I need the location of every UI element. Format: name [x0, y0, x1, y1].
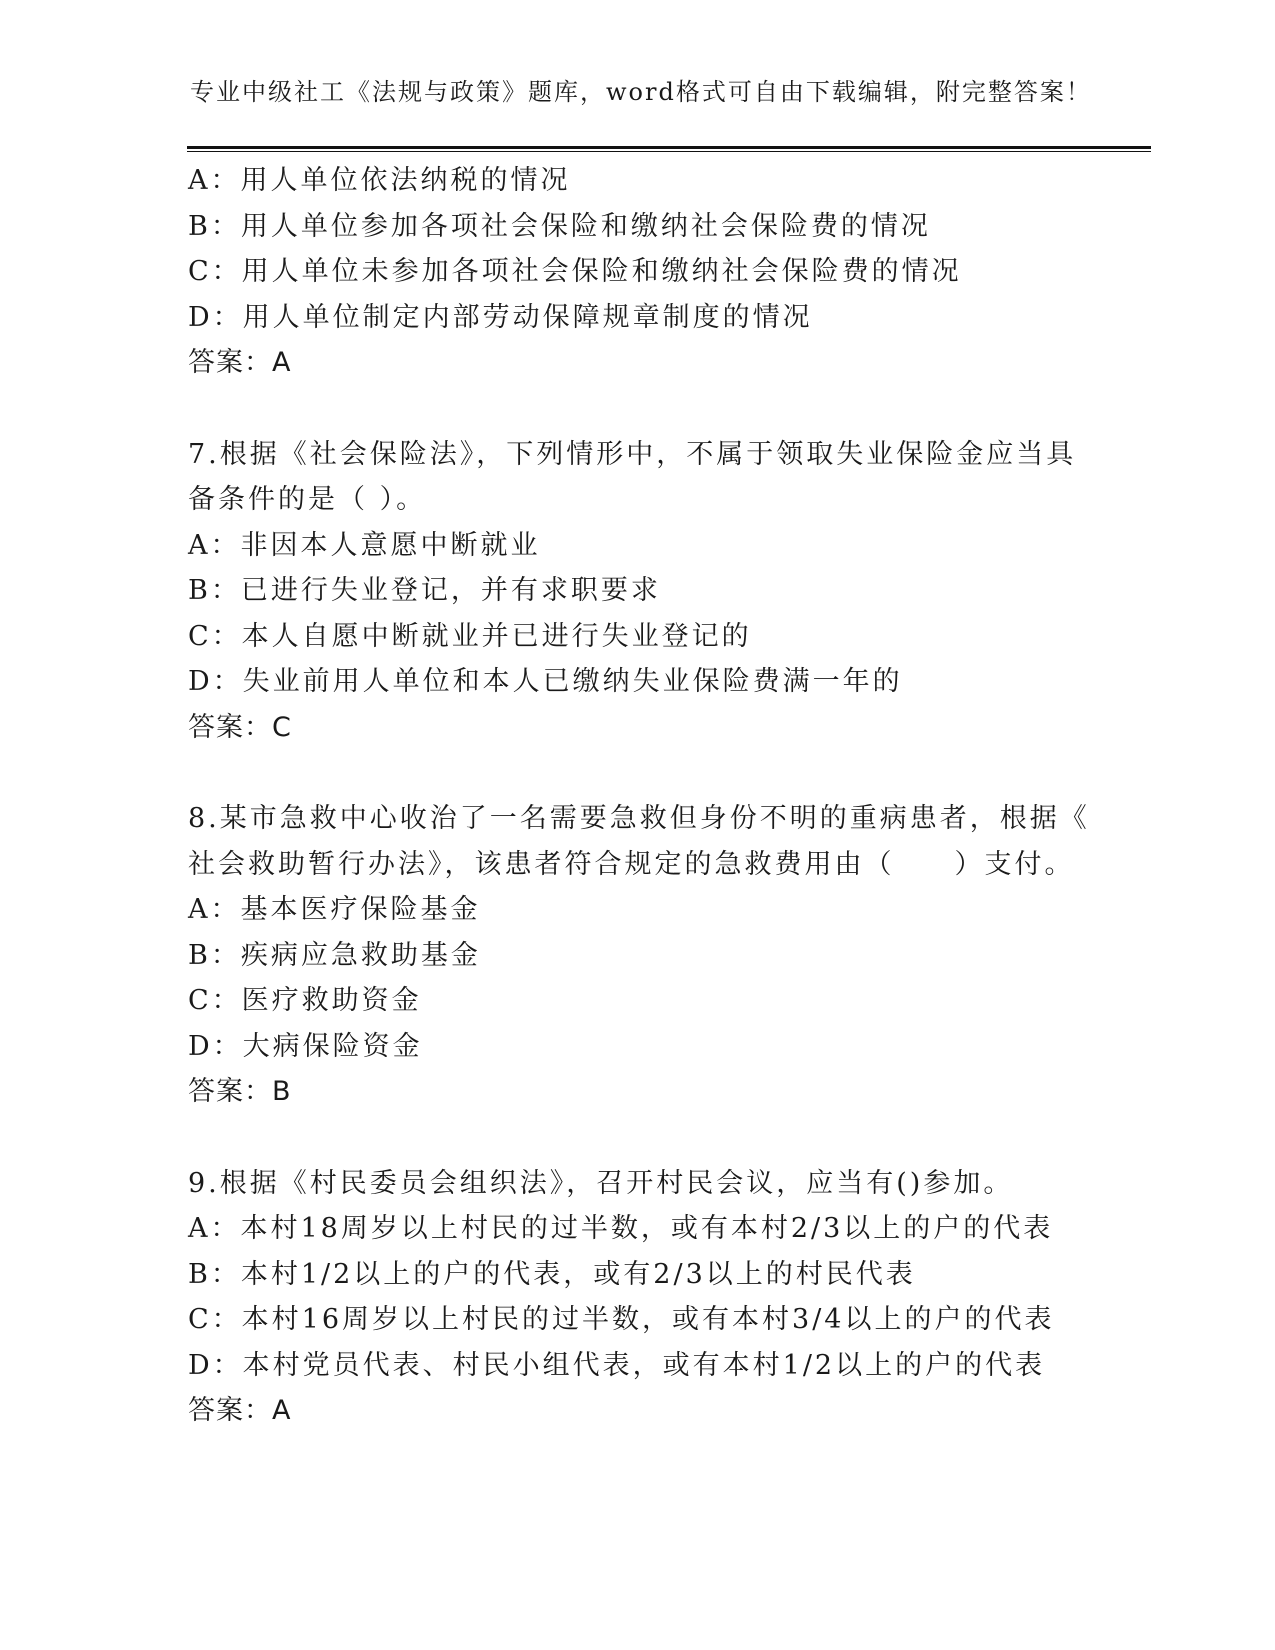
question-6	[188, 158, 1088, 386]
option-d: D：大病保险资金	[188, 1030, 423, 1062]
answer: 答案：A	[188, 1395, 292, 1426]
question-stem: 社会救助暂行办法》，该患者符合规定的急救费用由（ ）支付。	[188, 848, 1075, 880]
option-c: C：医疗救助资金	[188, 985, 422, 1016]
option-a: A：基本医疗保险基金	[188, 894, 481, 925]
option-b: B：已进行失业登记，并有求职要求	[188, 575, 661, 606]
option-a: A：用人单位依法纳税的情况	[188, 165, 571, 196]
question-stem: 备条件的是（ ）。	[188, 484, 427, 515]
option-d: D：用人单位制定内部劳动保障规章制度的情况	[188, 301, 813, 333]
option-c: C：本村16周岁以上村民的过半数，或有本村3/4以上的户的代表	[188, 1304, 1055, 1335]
option-a: A：本村18周岁以上村民的过半数，或有本村2/3以上的户的代表	[188, 1213, 1054, 1244]
option-b: B：疾病应急救助基金	[188, 939, 481, 971]
question-stem: 7.根据《社会保险法》，下列情形中，不属于领取失业保险金应当具	[188, 438, 1077, 470]
option-d: D：本村党员代表、村民小组代表，或有本村1/2以上的户的代表	[188, 1349, 1046, 1381]
question-7	[188, 432, 1088, 751]
answer: 答案：C	[188, 711, 292, 743]
option-a: A：非因本人意愿中断就业	[188, 529, 541, 561]
option-d: D：失业前用人单位和本人已缴纳失业保险费满一年的	[188, 666, 903, 697]
question-8	[188, 796, 1088, 1115]
question-list	[188, 158, 1088, 1434]
header-rule-thick	[187, 146, 1151, 149]
option-b: B：用人单位参加各项社会保险和缴纳社会保险费的情况	[188, 210, 931, 242]
header-rule-thin	[187, 151, 1151, 152]
option-c: C：用人单位未参加各项社会保险和缴纳社会保险费的情况	[188, 256, 962, 287]
question-9	[188, 1161, 1088, 1434]
question-stem: 8.某市急救中心收治了一名需要急救但身份不明的重病患者，根据《	[188, 803, 1090, 834]
question-stem: 9.根据《村民委员会组织法》，召开村民会议，应当有()参加。	[188, 1167, 1014, 1199]
answer: 答案：A	[188, 347, 292, 378]
option-b: B：本村1/2以上的户的代表，或有2/3以上的村民代表	[188, 1258, 916, 1290]
page-header: 专业中级社工《法规与政策》题库，word格式可自由下载编辑，附完整答案！	[190, 78, 1092, 106]
option-c: C：本人自愿中断就业并已进行失业登记的	[188, 620, 752, 652]
answer: 答案：B	[188, 1076, 292, 1107]
